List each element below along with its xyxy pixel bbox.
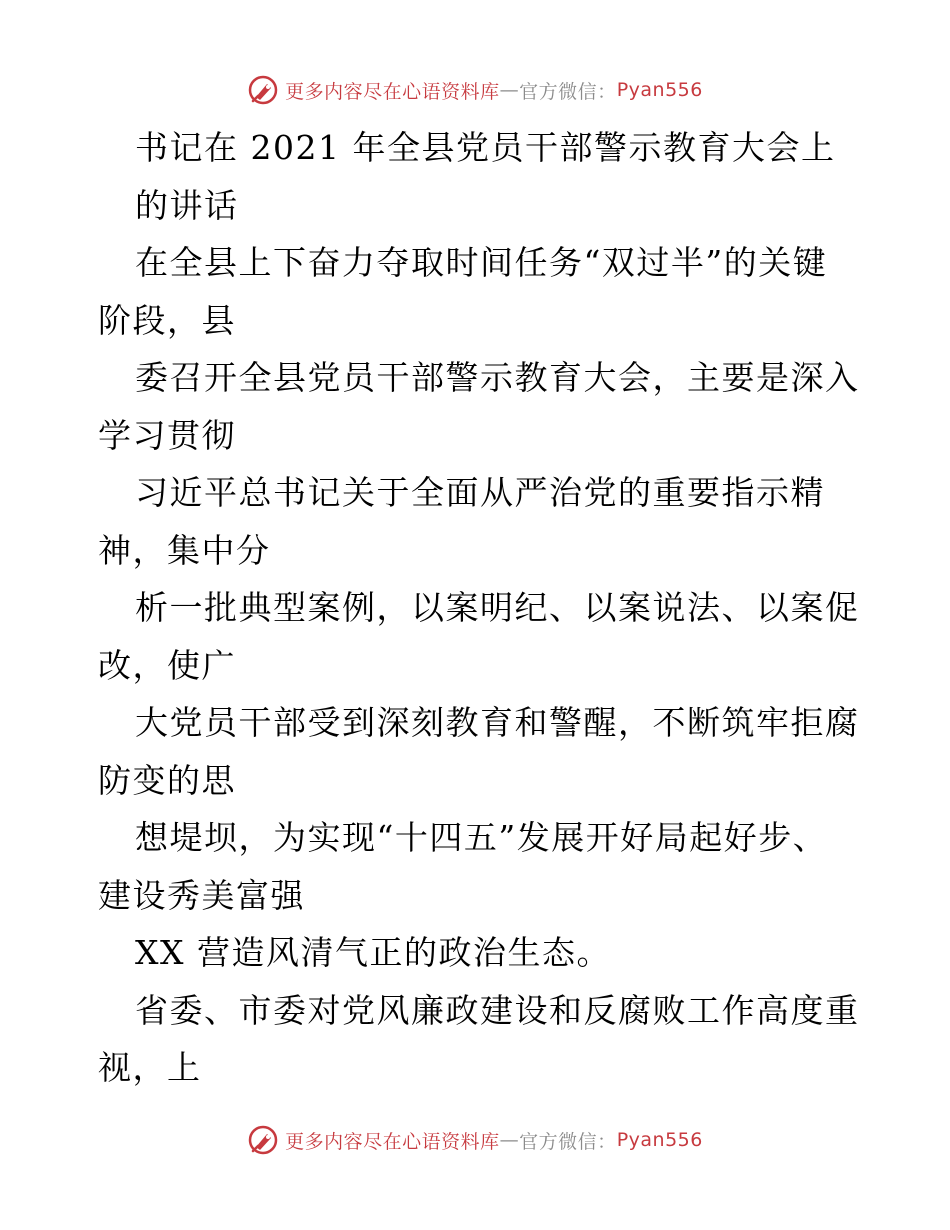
pen-nib-logo-icon [247, 1124, 279, 1156]
watermark-brand-text: 更多内容尽在心语资料库 [285, 80, 500, 103]
watermark-separator: — [499, 1129, 520, 1151]
watermark-wechat-id: Pyan556 [616, 1129, 703, 1151]
paragraph-line: 在全县上下奋力夺取时间任务“双过半”的关键 [135, 243, 828, 282]
paragraph-line: 视，上 [98, 1048, 202, 1087]
watermark-wechat-id: Pyan556 [616, 79, 703, 101]
paragraph-line: 神，集中分 [98, 530, 271, 570]
paragraph-line: 阶段，县 [98, 300, 236, 340]
footer-watermark [0, 1120, 950, 1160]
doc-title-line-1: 书记在 2021 年全县党员干部警示教育大会上 [135, 128, 836, 167]
paragraph-line: 析一批典型案例，以案明纪、以案说法、以案促 [135, 588, 860, 627]
paragraph-line: 建设秀美富强 [98, 875, 305, 915]
watermark-brand-text: 更多内容尽在心语资料库 [285, 1130, 500, 1153]
header-watermark [0, 70, 950, 110]
paragraph-line: 大党员干部受到深刻教育和警醒，不断筑牢拒腐 [135, 703, 860, 742]
watermark-label: 官方微信： [519, 1130, 617, 1153]
pen-nib-logo-icon [247, 74, 279, 106]
paragraph-line: XX 营造风清气正的政治生态。 [135, 933, 611, 972]
paragraph-line: 想堤坝，为实现“十四五”发展开好局起好步、 [135, 818, 828, 857]
doc-title-line-2: 的讲话 [135, 185, 239, 225]
paragraph-line: 学习贯彻 [98, 415, 236, 455]
watermark-separator: — [499, 79, 520, 101]
document-body [98, 119, 898, 1097]
paragraph-line: 委召开全县党员干部警示教育大会，主要是深入 [135, 358, 860, 397]
paragraph-line: 改，使广 [98, 645, 236, 685]
paragraph-line: 防变的思 [98, 760, 236, 800]
watermark-label: 官方微信： [519, 80, 617, 103]
paragraph-line: 省委、市委对党风廉政建设和反腐败工作高度重 [135, 990, 860, 1030]
paragraph-line: 习近平总书记关于全面从严治党的重要指示精 [135, 473, 825, 512]
